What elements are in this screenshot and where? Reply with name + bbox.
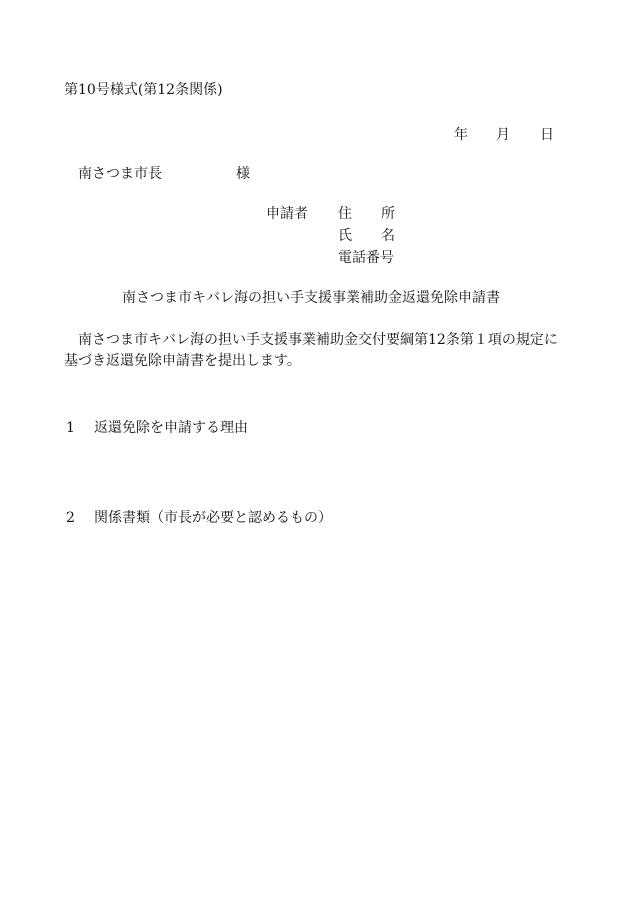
date-month-label: 月 xyxy=(496,127,510,143)
name-label-second: 名 xyxy=(381,228,395,244)
body-text-line-2: 基づき返還免除申請書を提出します。 xyxy=(64,353,301,369)
date-day-label: 日 xyxy=(540,127,554,143)
address-label-second: 所 xyxy=(381,206,395,222)
addressee-honorific: 様 xyxy=(236,166,250,182)
item-2-number: 2 xyxy=(66,510,75,526)
applicant-label: 申請者 xyxy=(266,206,308,222)
item-1-number: 1 xyxy=(66,420,75,436)
form-number: 第10号様式(第12条関係) xyxy=(64,82,223,98)
document-title: 南さつま市キバレ海の担い手支援事業補助金返還免除申請書 xyxy=(122,290,500,306)
name-label-first: 氏 xyxy=(338,228,352,244)
item-2-label: 関係書類（市長が必要と認めるもの） xyxy=(94,510,332,526)
date-year-label: 年 xyxy=(454,127,468,143)
item-1-label: 返還免除を申請する理由 xyxy=(94,420,248,436)
phone-label: 電話番号 xyxy=(338,250,394,266)
body-text-line-1: 南さつま市キバレ海の担い手支援事業補助金交付要綱第12条第１項の規定に xyxy=(78,332,558,348)
address-label-first: 住 xyxy=(338,206,352,222)
addressee-name: 南さつま市長 xyxy=(78,166,162,182)
